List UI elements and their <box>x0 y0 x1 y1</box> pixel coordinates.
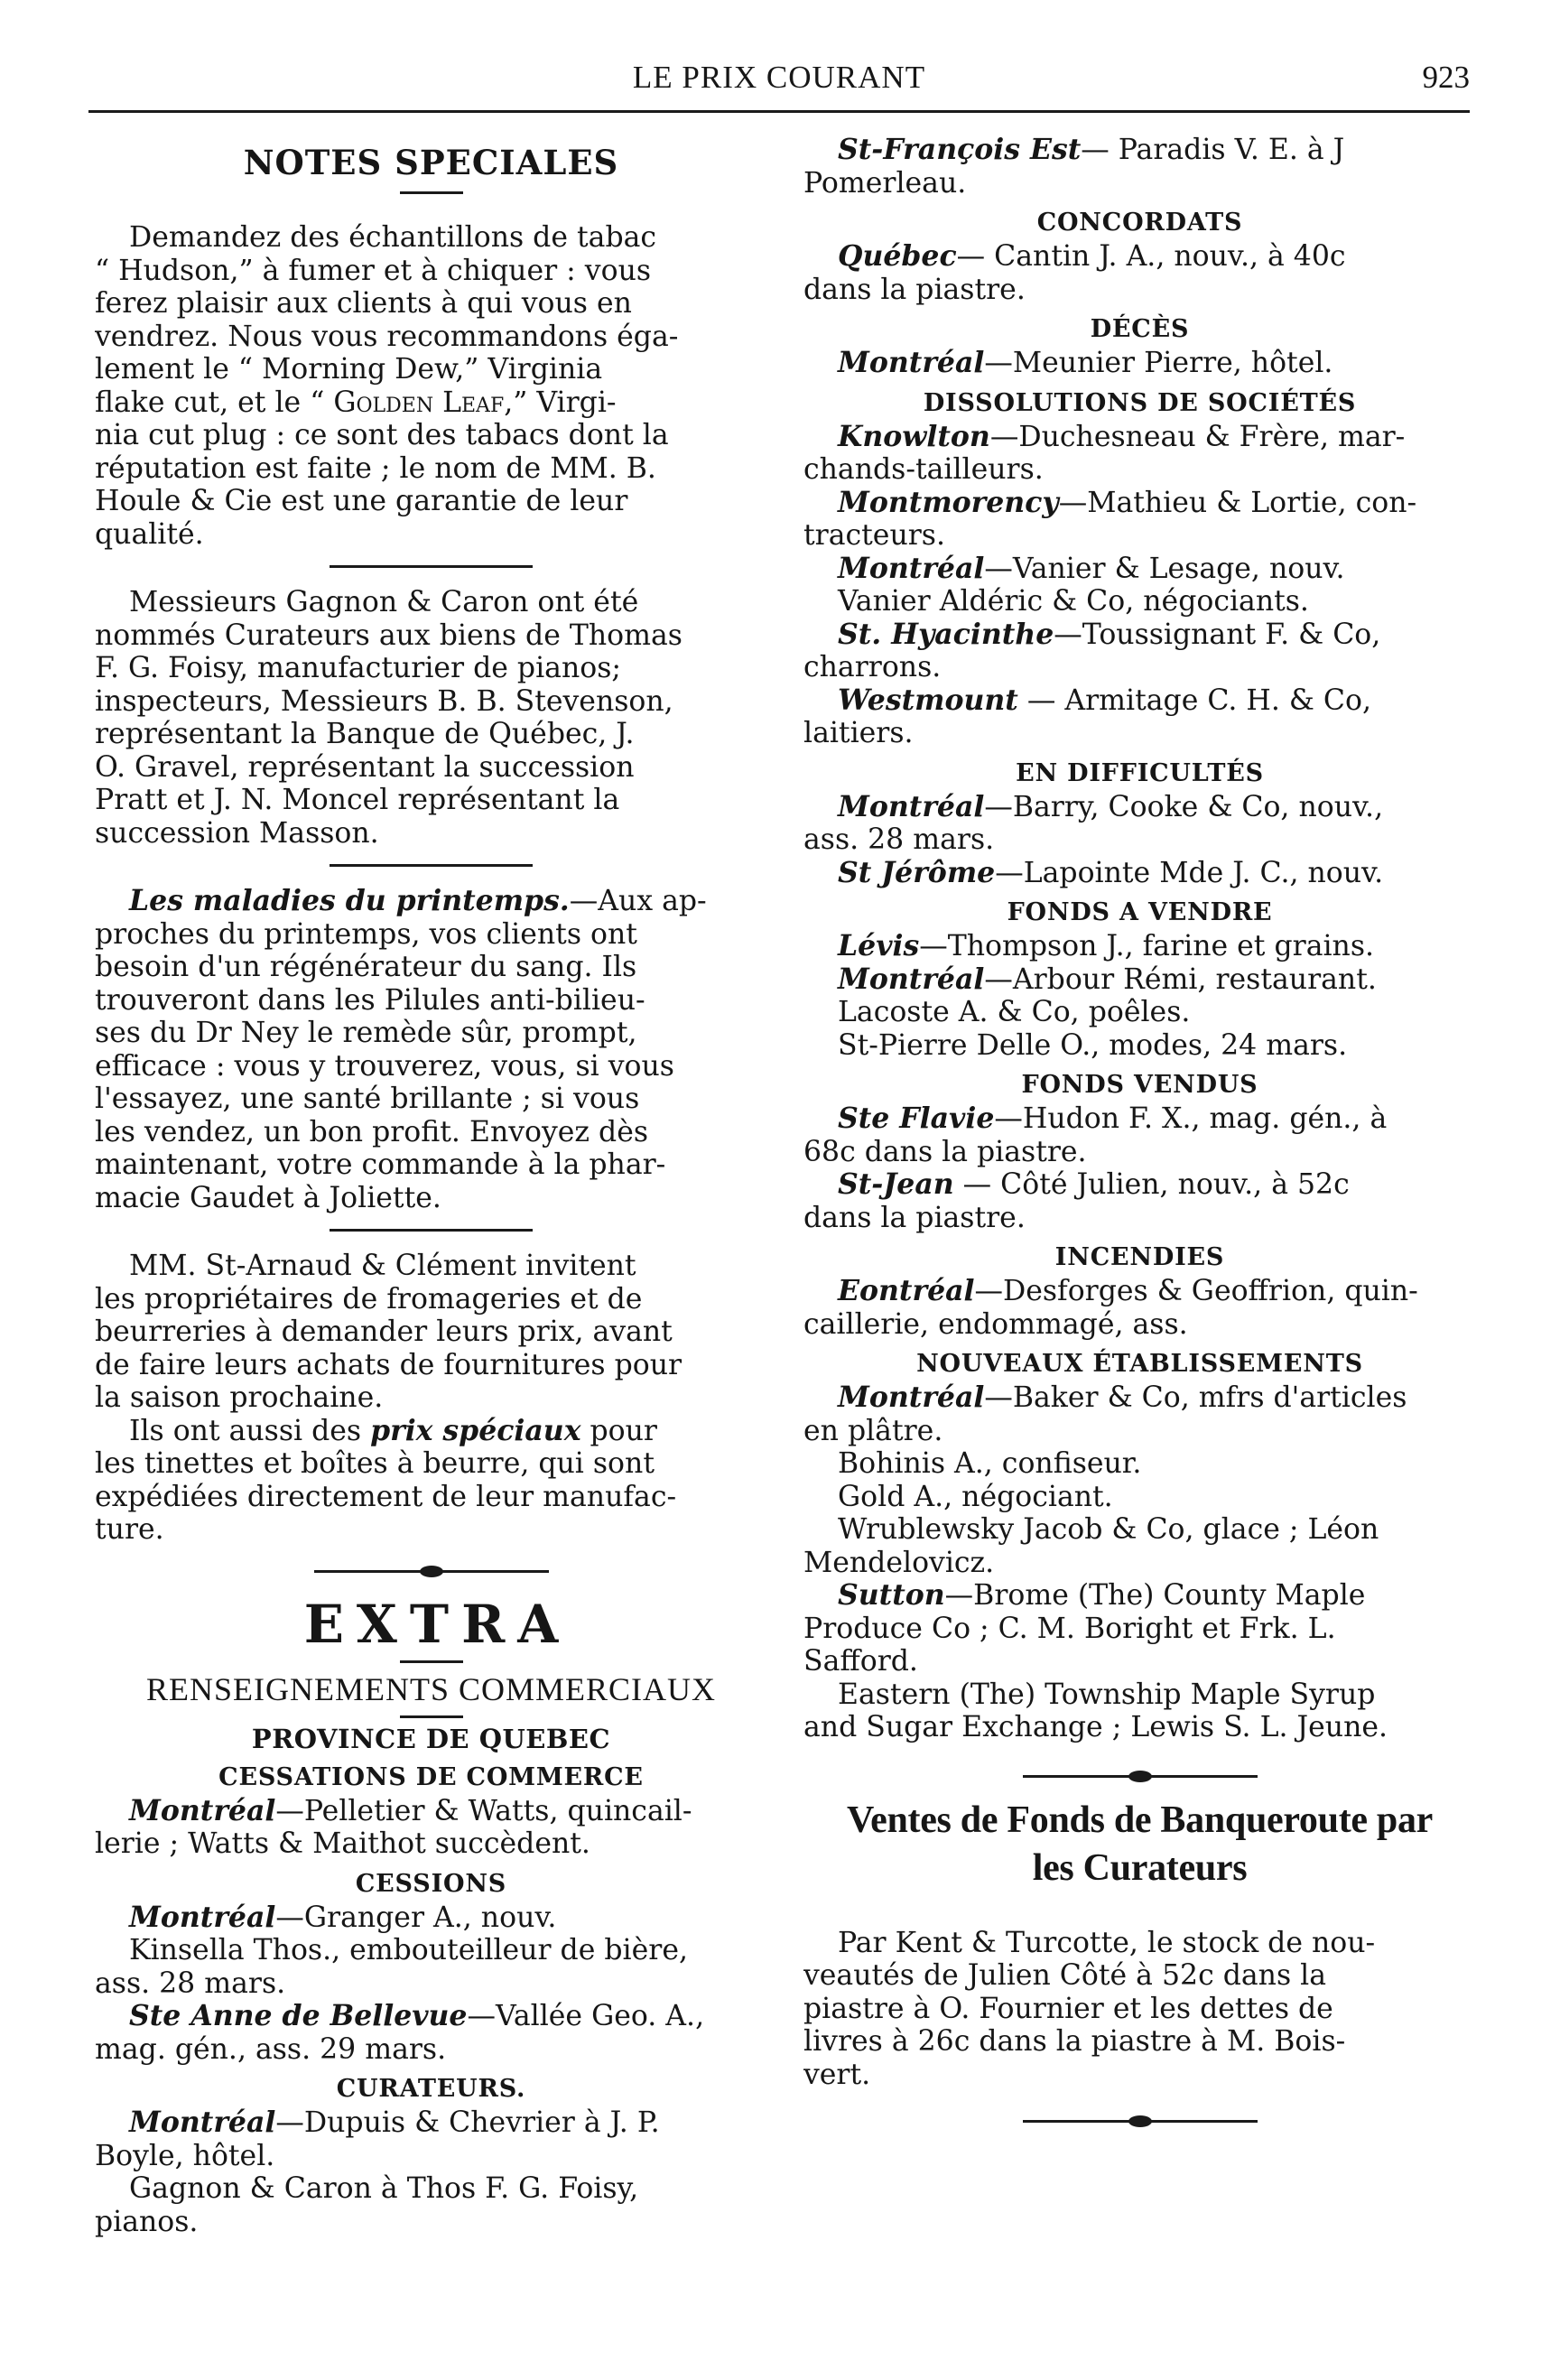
text-line: maintenant, votre commande à la phar- <box>95 1148 666 1181</box>
listing-entry <box>803 930 1476 963</box>
entry-text: — Cantin J. A., nouv., à 40c <box>956 240 1346 273</box>
entry-text: —Lapointe Mde J. C., nouv. <box>995 856 1384 889</box>
entry-text: —Vallée Geo. A., <box>467 2000 705 2032</box>
entry-text: —Brome (The) County Maple <box>944 1579 1366 1612</box>
listing-entry <box>95 1901 767 1935</box>
difficultes-heading: EN DIFFICULTÉS <box>1016 758 1264 787</box>
listing-entry: Wrublewsky Jacob & Co, glace ; Léon <box>838 1513 1379 1546</box>
text-line: 68c dans la piastre. <box>803 1135 1087 1168</box>
spacer <box>803 1903 1476 1927</box>
cessions-heading: CESSIONS <box>355 1869 507 1898</box>
place-name: Québec <box>838 239 957 273</box>
text-line: Messieurs Gagnon & Caron ont été <box>129 586 639 618</box>
text-line: MM. St-Arnaud & Clément invitent <box>129 1250 636 1282</box>
place-name: St. Hyacinthe <box>838 617 1054 651</box>
place-name: Knowlton <box>838 419 990 453</box>
entry-text: —Pelletier & Watts, quincail- <box>275 1794 692 1827</box>
text-line: ferez plaisir aux clients à qui vous en <box>95 287 632 320</box>
notice-maladies-printemps <box>95 885 767 1214</box>
incendies-heading: INCENDIES <box>1054 1243 1225 1271</box>
listing-entry <box>803 857 1476 890</box>
listing-entry <box>803 1102 1476 1136</box>
entry-text: — Armitage C. H. & Co, <box>1017 683 1371 717</box>
notes-speciales-heading: NOTES SPECIALES <box>243 143 619 182</box>
text-line: veautés de Julien Côté à 52c dans la <box>803 1959 1326 1992</box>
text-line <box>95 885 767 918</box>
text-line: mag. gén., ass. 29 mars. <box>95 2032 447 2066</box>
ventes-heading-line: Ventes de Fonds de Banqueroute par <box>846 1799 1434 1841</box>
entry-text: — Côté Julien, nouv., à 52c <box>953 1168 1350 1201</box>
text-line: ass. 28 mars. <box>95 1966 286 2000</box>
listing-entry <box>803 134 1476 167</box>
listing-entry <box>803 487 1476 520</box>
text-line: expédiées directement de leur manufac- <box>95 1480 677 1513</box>
page-number: 923 <box>1422 60 1470 95</box>
concordats-heading: CONCORDATS <box>1036 209 1243 237</box>
text-line: “ Hudson,” à fumer et à chiquer : vous <box>95 254 652 287</box>
text-line: la saison prochaine. <box>95 1381 384 1414</box>
notice-hudson-tobacco <box>95 221 767 551</box>
listing-entry <box>95 2000 767 2033</box>
listing-entry <box>803 240 1476 274</box>
text-line: Boyle, hôtel. <box>95 2139 275 2172</box>
entry-text: —Granger A., nouv. <box>275 1901 557 1934</box>
text-fragment: flake cut, et le “ <box>95 386 334 419</box>
listing-entry <box>803 1168 1476 1202</box>
text-line: piastre à O. Fournier et les dettes de <box>803 1992 1333 2025</box>
place-name: St-Jean <box>838 1167 954 1201</box>
text-line: les propriétaires de fromageries et de <box>95 1282 643 1316</box>
text-line: dans la piastre. <box>803 1201 1026 1234</box>
entry-text: —Meunier Pierre, hôtel. <box>984 347 1333 379</box>
entry-text: —Toussignant F. & Co, <box>1054 618 1381 651</box>
section-divider <box>330 565 533 568</box>
text-line: livres à 26c dans la piastre à M. Bois- <box>803 2025 1346 2058</box>
entry-text: —Thompson J., farine et grains. <box>919 930 1375 962</box>
entry-text: —Dupuis & Chevrier à J. P. <box>275 2106 660 2139</box>
notice-gagnon-caron <box>95 586 767 850</box>
text-line: représentant la Banque de Québec, J. <box>95 718 635 750</box>
nouveaux-etablissements-heading: NOUVEAUX ÉTABLISSEMENTS <box>916 1350 1363 1378</box>
place-name: Montréal <box>838 551 985 585</box>
entry-text: —Mathieu & Lortie, con- <box>1058 486 1417 519</box>
text-line: de faire leurs achats de fournitures pour <box>95 1348 682 1381</box>
text-line: vendrez. Nous vous recommandons éga- <box>95 320 679 353</box>
text-line: lerie ; Watts & Maithot succèdent. <box>95 1827 590 1860</box>
entry-text: —Vanier & Lesage, nouv. <box>984 552 1345 585</box>
text-line: les vendez, un bon profit. Envoyez dès <box>95 1115 649 1148</box>
text-line: charrons. <box>803 651 942 683</box>
place-name: Lévis <box>838 929 920 962</box>
listing-entry <box>803 963 1476 997</box>
text-line: nia cut plug : ce sont des tabacs dont la <box>95 419 669 451</box>
dissolutions-heading: DISSOLUTIONS DE SOCIÉTÉS <box>923 388 1357 417</box>
text-fragment: Ils ont aussi des <box>129 1414 371 1447</box>
text-line: inspecteurs, Messieurs B. B. Stevenson, <box>95 684 673 718</box>
heading-rule <box>400 1715 463 1718</box>
province-heading: PROVINCE DE QUEBEC <box>251 1723 611 1754</box>
text-line: Par Kent & Turcotte, le stock de nou- <box>838 1926 1376 1959</box>
listing-entry: Eastern (The) Township Maple Syrup <box>838 1678 1376 1711</box>
ornament-dot <box>420 1566 443 1577</box>
text-line: caillerie, endommagé, ass. <box>803 1307 1188 1341</box>
text-line: les tinettes et boîtes à beurre, qui sont <box>95 1447 655 1480</box>
text-line: Demandez des échantillons de tabac <box>129 221 657 254</box>
heading-rule <box>400 1660 463 1663</box>
notice-lead: Les maladies du printemps. <box>129 884 570 917</box>
place-name: Ste Anne de Bellevue <box>129 1999 468 2032</box>
renseignements-heading: RENSEIGNEMENTS COMMERCIAUX <box>145 1670 717 1707</box>
text-fragment: pour <box>580 1414 657 1447</box>
text-line: Pratt et J. N. Moncel représentant la <box>95 784 620 816</box>
heading-rule <box>400 191 463 194</box>
entry-text: —Hudon F. X., mag. gén., à <box>994 1102 1388 1135</box>
listing-entry <box>803 1579 1476 1613</box>
listing-entry <box>95 1795 767 1828</box>
place-name: Montréal <box>838 1381 985 1414</box>
text-line: efficace : vous y trouverez, vous, si vous <box>95 1049 674 1083</box>
place-name: Montréal <box>838 346 985 379</box>
text-line: macie Gaudet à Joliette. <box>95 1181 441 1214</box>
listing-entry <box>803 421 1476 454</box>
listing-entry <box>803 791 1476 824</box>
listing-entry <box>95 2106 767 2140</box>
place-name: Eontréal <box>838 1274 975 1307</box>
text-line: vert. <box>803 2058 871 2091</box>
text-line: Mendelovicz. <box>803 1546 995 1579</box>
place-name: St-François Est <box>838 134 1082 166</box>
place-name: St Jérôme <box>838 855 996 889</box>
listing-entry <box>803 684 1476 718</box>
ventes-heading-line: les Curateurs <box>1032 1846 1248 1889</box>
ornament-dot <box>1128 2115 1152 2127</box>
text-line: nommés Curateurs aux biens de Thomas <box>95 618 682 652</box>
listing-entry: Bohinis A., confiseur. <box>838 1447 1142 1480</box>
text-line: pianos. <box>95 2205 199 2238</box>
extra-heading: EXTRA <box>303 1593 571 1655</box>
listing-entry: Lacoste A. & Co, poêles. <box>838 996 1191 1028</box>
ornament-dot <box>1128 1771 1152 1782</box>
listing-entry <box>803 1275 1476 1308</box>
ornamental-divider <box>314 1563 549 1579</box>
text-line: l'essayez, une santé brillante ; si vous <box>95 1083 640 1115</box>
text-line: tracteurs. <box>803 519 945 552</box>
text-line: lement le “ Morning Dew,” Virginia <box>95 353 603 386</box>
listing-entry <box>803 347 1476 380</box>
brand-name: Golden Leaf <box>333 386 505 419</box>
entry-text: —Barry, Cooke & Co, nouv., <box>984 790 1384 823</box>
listing-entry: Gagnon & Caron à Thos F. G. Foisy, <box>129 2172 639 2205</box>
entry-text: — Paradis V. E. à J <box>1081 134 1345 166</box>
listing-entry <box>803 553 1476 586</box>
text-line: Produce Co ; C. M. Boright et Frk. L. <box>803 1612 1336 1645</box>
text-line: réputation est faite ; le nom de MM. B. <box>95 451 656 485</box>
text-line: Pomerleau. <box>803 166 967 200</box>
text-line <box>95 386 767 420</box>
listing-entry: Vanier Aldéric & Co, négociants. <box>838 585 1309 618</box>
deces-heading: DÉCÈS <box>1090 315 1190 343</box>
section-divider <box>330 864 533 867</box>
publication-title: LE PRIX COURANT <box>632 60 926 95</box>
text-line: proches du printemps, vos clients ont <box>95 917 637 951</box>
section-divider <box>330 1229 533 1232</box>
place-name: Montréal <box>129 1900 276 1934</box>
text-line: laitiers. <box>803 717 914 749</box>
ornamental-divider <box>1023 1768 1258 1784</box>
text-line <box>95 1415 767 1448</box>
listing-entry: St-Pierre Delle O., modes, 24 mars. <box>838 1028 1348 1062</box>
cessations-heading: CESSATIONS DE COMMERCE <box>218 1762 644 1791</box>
fonds-a-vendre-heading: FONDS A VENDRE <box>1007 898 1273 926</box>
text-line: F. G. Foisy, manufacturier de pianos; <box>95 652 621 684</box>
text-line: ass. 28 mars. <box>803 823 995 856</box>
listing-entry <box>803 618 1476 652</box>
place-name: Westmount <box>838 683 1018 717</box>
notice-ventes-kent-turcotte <box>803 1927 1476 2092</box>
place-name: Sutton <box>838 1578 945 1612</box>
text-line: chands-tailleurs. <box>803 453 1044 486</box>
emphasis: prix spéciaux <box>370 1413 581 1447</box>
listing-entry <box>803 1381 1476 1415</box>
text-line: succession Masson. <box>95 816 379 850</box>
listing-entry: Kinsella Thos., embouteilleur de bière, <box>129 1934 688 1966</box>
curateurs-heading: CURATEURS. <box>336 2075 526 2103</box>
text-line: O. Gravel, représentant la succession <box>95 750 635 784</box>
place-name: Montmorency <box>838 485 1059 519</box>
ventes-heading <box>803 1797 1476 1892</box>
text-line: qualité. <box>95 517 204 551</box>
place-name: Montréal <box>838 962 985 996</box>
listing-entry: Gold A., négociant. <box>838 1480 1113 1513</box>
place-name: Montréal <box>838 789 985 823</box>
ornamental-divider <box>1023 2113 1258 2129</box>
entry-text: —Duchesneau & Frère, mar- <box>989 420 1406 453</box>
text-line: en plâtre. <box>803 1414 943 1447</box>
text-line: Safford. <box>803 1645 918 1678</box>
entry-text: —Desforges & Geoffrion, quin- <box>974 1275 1418 1307</box>
place-name: Montréal <box>129 2106 276 2139</box>
entry-text: —Arbour Rémi, restaurant. <box>984 962 1377 996</box>
text-fragment: ,” Virgi- <box>504 386 617 419</box>
text-line: ture. <box>95 1513 164 1546</box>
text-line: ses du Dr Ney le remède sûr, prompt, <box>95 1017 637 1049</box>
right-column <box>803 134 1476 2355</box>
text-line: besoin d'un régénérateur du sang. Ils <box>95 951 637 983</box>
text-line: and Sugar Exchange ; Lewis S. L. Jeune. <box>803 1711 1388 1743</box>
text-fragment: —Aux ap- <box>569 885 707 917</box>
entry-text: —Baker & Co, mfrs d'articles <box>984 1381 1407 1414</box>
running-head <box>88 56 1470 113</box>
text-line: trouveront dans les Pilules anti-bilieu- <box>95 983 645 1017</box>
text-line: dans la piastre. <box>803 273 1026 306</box>
fonds-vendus-heading: FONDS VENDUS <box>1021 1071 1258 1099</box>
place-name: Montréal <box>129 1793 276 1827</box>
text-line: Houle & Cie est une garantie de leur <box>95 485 628 517</box>
notice-starnaud-clement <box>95 1250 767 1547</box>
place-name: Ste Flavie <box>838 1102 995 1135</box>
text-line: beurreries à demander leurs prix, avant <box>95 1316 673 1348</box>
left-column <box>95 134 767 2355</box>
